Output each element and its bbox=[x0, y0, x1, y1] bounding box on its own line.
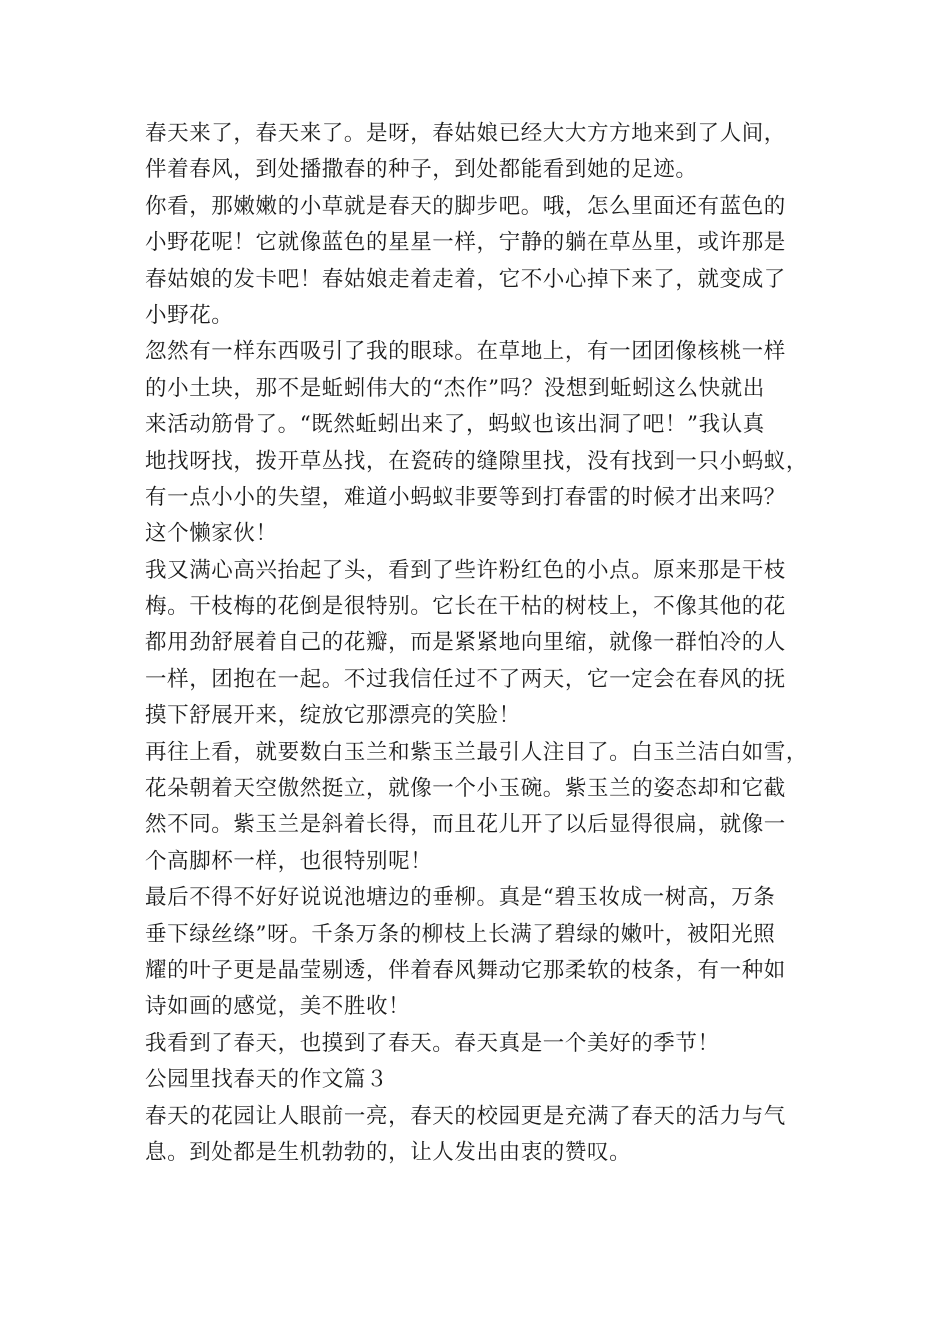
text-line: 小野花呢！它就像蓝色的星星一样，宁静的躺在草丛里，或许那是 bbox=[145, 230, 786, 256]
text-line: 这个懒家伙！ bbox=[145, 521, 278, 547]
text-line: 我又满心高兴抬起了头，看到了些许粉红色的小点。原来那是干枝 bbox=[145, 557, 786, 583]
section-heading: 公园里找春天的作文篇３ bbox=[145, 1067, 389, 1093]
text-line: 我看到了春天，也摸到了春天。春天真是一个美好的季节！ bbox=[145, 1030, 720, 1056]
text-line: 春天的花园让人眼前一亮，春天的校园更是充满了春天的活力与气 bbox=[145, 1103, 786, 1129]
essay-body bbox=[145, 116, 815, 1171]
text-line: 摸下舒展开来，绽放它那漂亮的笑脸！ bbox=[145, 703, 521, 729]
text-line: 一样，团抱在一起。不过我信任过不了两天，它一定会在春风的抚 bbox=[145, 666, 786, 692]
text-line: 小野花。 bbox=[145, 302, 234, 328]
text-line: 的小土块，那不是蚯蚓伟大的“杰作”吗？没想到蚯蚓这么快就出 bbox=[145, 375, 765, 401]
text-line: 垂下绿丝绦”呀。千条万条的柳枝上长满了碧绿的嫩叶，被阳光照 bbox=[145, 921, 776, 947]
text-line: 春姑娘的发卡吧！春姑娘走着走着，它不小心掉下来了，就变成了 bbox=[145, 266, 786, 292]
text-line: 最后不得不好好说说池塘边的垂柳。真是“碧玉妆成一树高，万条 bbox=[145, 885, 776, 911]
text-line: 忽然有一样东西吸引了我的眼球。在草地上，有一团团像核桃一样 bbox=[145, 339, 786, 365]
text-line: 诗如画的感觉，美不胜收！ bbox=[145, 994, 411, 1020]
text-line: 你看，那嫩嫩的小草就是春天的脚步吧。哦，怎么里面还有蓝色的 bbox=[145, 193, 786, 219]
text-line: 来活动筋骨了。“既然蚯蚓出来了，蚂蚁也该出洞了吧！”我认真 bbox=[145, 412, 765, 438]
text-line: 花朵朝着天空傲然挺立，就像一个小玉碗。紫玉兰的姿态却和它截 bbox=[145, 776, 786, 802]
text-line: 都用劲舒展着自己的花瓣，而是紧紧地向里缩，就像一群怕冷的人 bbox=[145, 630, 786, 656]
text-line: 春天来了，春天来了。是呀，春姑娘已经大大方方地来到了人间， bbox=[145, 121, 786, 146]
text-line: 个高脚杯一样，也很特别呢！ bbox=[145, 848, 433, 874]
text-line: 有一点小小的失望，难道小蚂蚁非要等到打春雷的时候才出来吗？ bbox=[145, 484, 786, 510]
text-line: 耀的叶子更是晶莹剔透，伴着春风舞动它那柔软的枝条，有一种如 bbox=[145, 957, 786, 983]
text-line: 再往上看，就要数白玉兰和紫玉兰最引人注目了。白玉兰洁白如雪， bbox=[145, 739, 809, 765]
text-line: 息。到处都是生机勃勃的，让人发出由衷的赞叹。 bbox=[145, 1139, 632, 1165]
text-line: 梅。干枝梅的花倒是很特别。它长在干枯的树枝上，不像其他的花 bbox=[145, 594, 786, 620]
text-line: 地找呀找，拨开草丛找，在瓷砖的缝隙里找，没有找到一只小蚂蚁， bbox=[145, 448, 809, 474]
text-line: 伴着春风，到处播撒春的种子，到处都能看到她的足迹。 bbox=[145, 157, 698, 183]
text-line: 然不同。紫玉兰是斜着长得，而且花儿开了以后显得很扁，就像一 bbox=[145, 812, 786, 838]
